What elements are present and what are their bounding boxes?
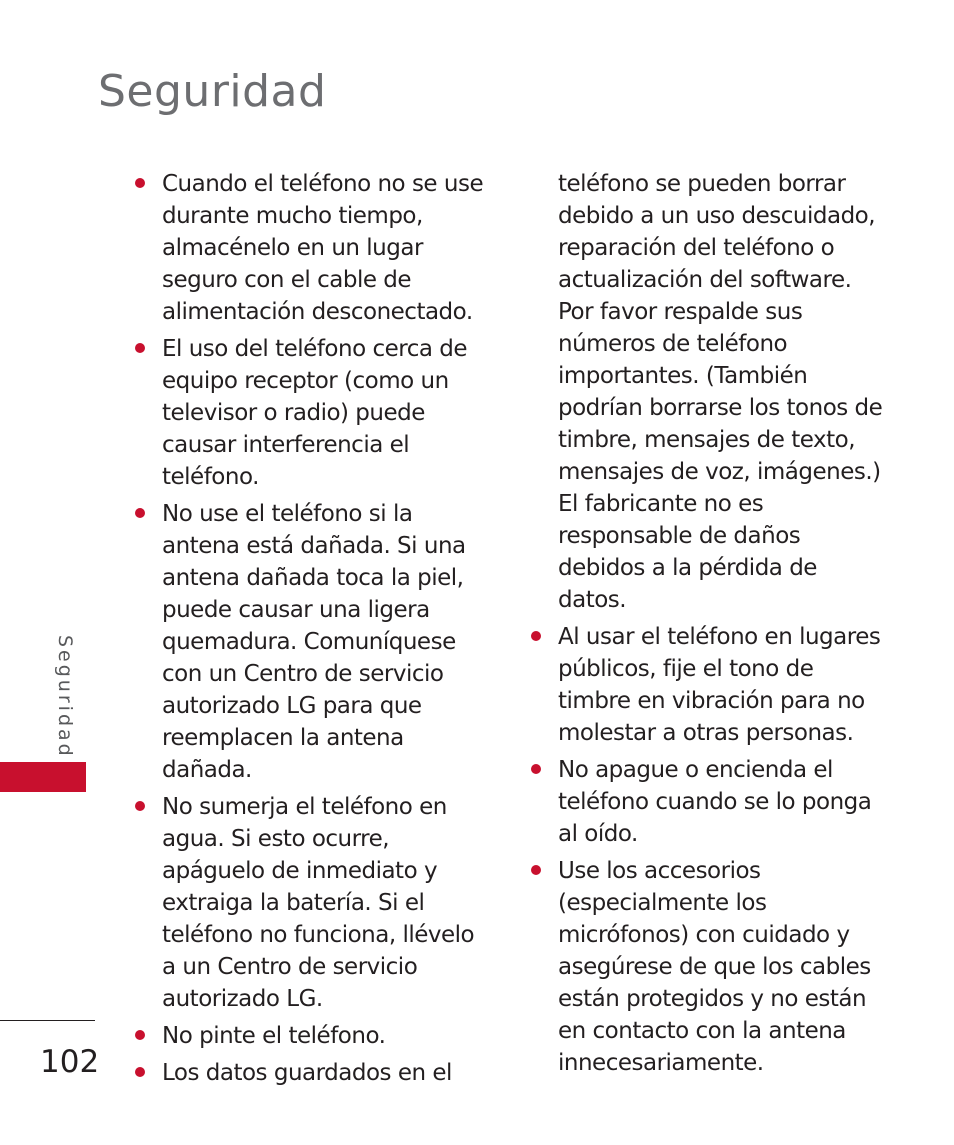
bullet-icon — [531, 865, 541, 875]
list-item-text: Use los accesorios (especialmente los micrófonos) con cuidado y asegúrese de que los cables están protegidos y no están en contacto con la antena innecesariamente. — [558, 858, 871, 1076]
list-item — [529, 754, 889, 850]
list-item — [529, 621, 889, 749]
list-item-text: No sumerja el teléfono en agua. Si esto ocurre, apáguelo de inmediato y extraiga la batería. Si el teléfono no funciona, llévelo a un Centro de servicio autorizado LG. — [162, 794, 475, 1012]
list-item-text: No apague o encienda el teléfono cuando se lo ponga al oído. — [558, 757, 872, 847]
list-item — [133, 168, 493, 328]
list-item — [133, 1020, 493, 1052]
bullet-icon — [135, 343, 145, 353]
bullet-icon — [135, 1067, 145, 1077]
list-item — [133, 791, 493, 1015]
left-column — [133, 168, 493, 1094]
bullet-icon — [135, 178, 145, 188]
list-item-text: Cuando el teléfono no se use durante mucho tiempo, almacénelo en un lugar seguro con el cable de alimentación desconectado. — [162, 171, 484, 325]
list-item-text: No pinte el teléfono. — [162, 1023, 386, 1049]
list-item — [133, 333, 493, 493]
list-item — [133, 1057, 493, 1089]
bullet-icon — [531, 764, 541, 774]
page-number: 102 — [40, 1044, 100, 1080]
list-item-text: Los datos guardados en el — [162, 1060, 452, 1086]
right-bullet-list — [529, 621, 889, 1079]
left-bullet-list — [133, 168, 493, 1089]
footer-divider — [0, 1020, 95, 1021]
section-side-label: Seguridad — [54, 635, 76, 759]
section-tab-marker — [0, 762, 86, 792]
list-item-text: El uso del teléfono cerca de equipo receptor (como un televisor o radio) puede causar interferencia el teléfono. — [162, 336, 468, 490]
right-column — [529, 168, 889, 1084]
list-item — [529, 855, 889, 1079]
list-item — [133, 498, 493, 786]
list-item-text: No use el teléfono si la antena está dañada. Si una antena dañada toca la piel, puede causar una ligera quemadura. Comuníquese con un Centro de servicio autorizado LG para que reemplacen la antena dañada. — [162, 501, 466, 783]
bullet-icon — [135, 801, 145, 811]
bullet-icon — [531, 631, 541, 641]
page-title: Seguridad — [98, 66, 327, 117]
bullet-icon — [135, 508, 145, 518]
bullet-icon — [135, 1030, 145, 1040]
list-item-text: Al usar el teléfono en lugares públicos, fije el tono de timbre en vibración para no molestar a otras personas. — [558, 624, 881, 746]
continued-paragraph: teléfono se pueden borrar debido a un uso descuidado, reparación del teléfono o actualización del software. Por favor respalde sus números de teléfono importantes. (También podrían borrarse los tonos de timbre, mensajes de texto, mensajes de voz, imágenes.) El fabricante no es responsable de daños debidos a la pérdida de datos. — [558, 171, 883, 613]
